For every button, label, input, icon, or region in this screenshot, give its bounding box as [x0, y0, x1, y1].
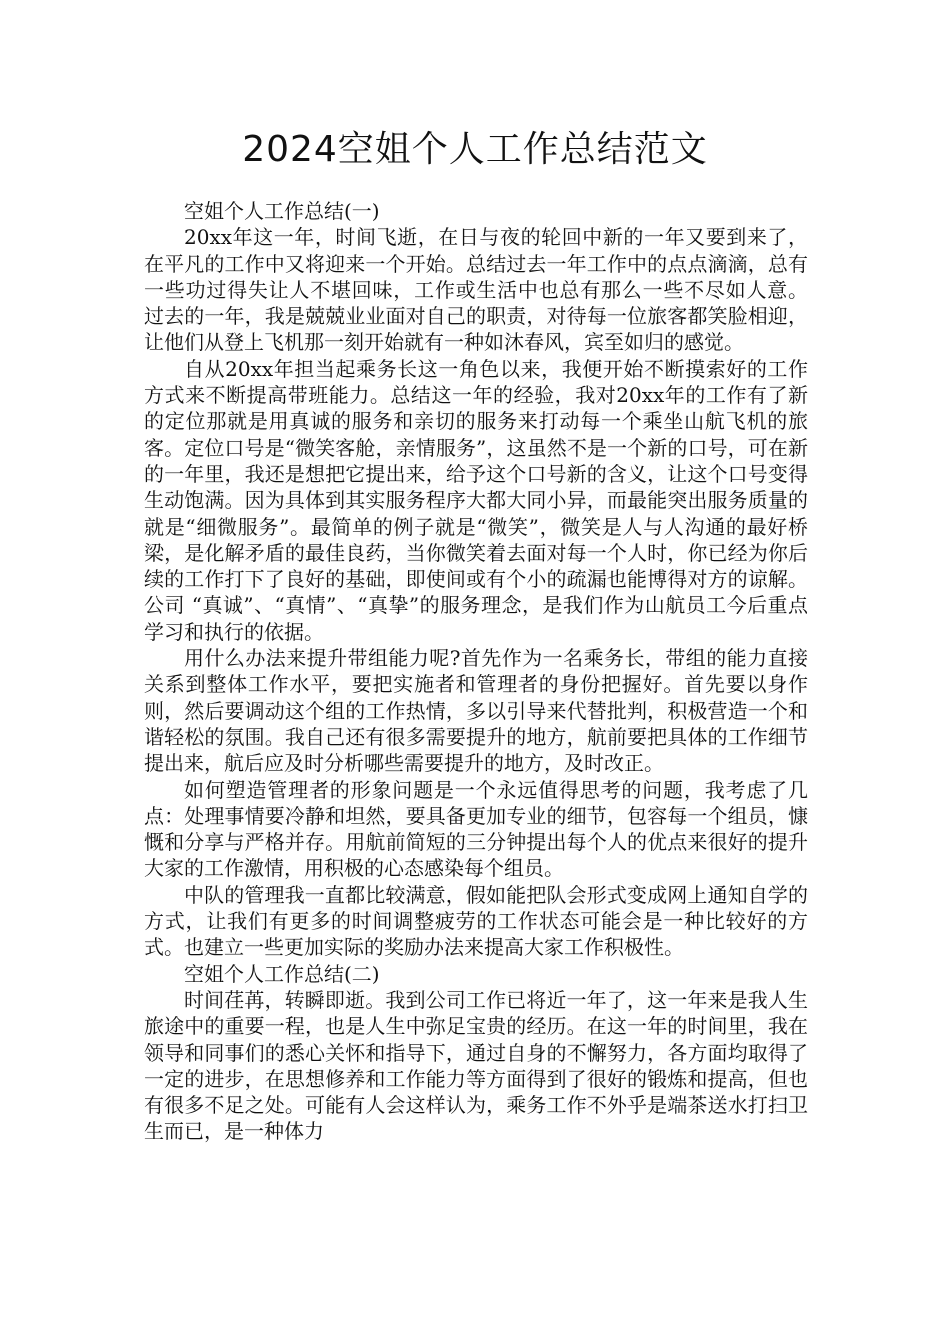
section-heading-2: 空姐个人工作总结(二) — [184, 961, 380, 986]
paragraph-5: 中队的管理我一直都比较满意，假如能把队会形式变成网上通知自学的方式，让我们有更多的时间调整疲劳的工作状态可能会是一种比较好的方式。也建立一些更加实际的奖励办法来提高大家工作积极性。 — [144, 882, 808, 960]
paragraph-3: 用什么办法来提升带组能力呢?首先作为一名乘务长，带组的能力直接关系到整体工作水平，要把实施者和管理者的身份把握好。首先要以身作则，然后要调动这个组的工作热情，多以引导来代替批判，积极营造一个和谐轻松的氛围。我自己还有很多需要提升的地方，航前要把具体的工作细节提出来，航后应及时分析哪些需要提升的地方，及时改正。 — [144, 646, 808, 776]
paragraph-2: 自从20xx年担当起乘务长这一角色以来，我便开始不断摸索好的工作方式来不断提高带班能力。总结这一年的经验，我对20xx年的工作有了新的定位那就是用真诚的服务和亲切的服务来打动每一个乘坐山航飞机的旅客。定位口号是“微笑客舱，亲情服务”，这虽然不是一个新的口号，可在新的一年里，我还是想把它提出来，给予这个口号新的含义，让这个口号变得生动饱满。因为具体到其实服务程序大都大同小异，而最能突出服务质量的就是“细微服务”。最简单的例子就是“微笑”，微笑是人与人沟通的最好桥梁，是化解矛盾的最佳良药，当你微笑着去面对每一个人时，你已经为你后续的工作打下了良好的基础，即使间或有个小的疏漏也能博得对方的谅解。公司 “真诚”、“真情”、“真挚”的服务理念，是我们作为山航员工今后重点学习和执行的依据。 — [144, 356, 808, 644]
paragraph-6: 时间荏苒，转瞬即逝。我到公司工作已将近一年了，这一年来是我人生旅途中的重要一程，也是人生中弥足宝贵的经历。在这一年的时间里，我在领导和同事们的悉心关怀和指导下，通过自身的不懈努力，各方面均取得了一定的进步，在思想修养和工作能力等方面得到了很好的锻炼和提高，但也有很多不足之处。可能有人会这样认为，乘务工作不外乎是端茶送水打扫卫生而已，是一种体力 — [144, 987, 808, 1144]
paragraph-4: 如何塑造管理者的形象问题是一个永远值得思考的问题，我考虑了几点：处理事情要冷静和坦然，要具备更加专业的细节，包容每一个组员，慷慨和分享与严格并存。用航前简短的三分钟提出每个人的优点来很好的提升大家的工作激情，用积极的心态感染每个组员。 — [144, 777, 808, 881]
paragraph-1: 20xx年这一年，时间飞逝，在日与夜的轮回中新的一年又要到来了，在平凡的工作中又将迎来一个开始。总结过去一年工作中的点点滴滴，总有一些功过得失让人不堪回味，工作或生活中也总有那么一些不尽如人意。 过去的一年，我是兢兢业业面对自己的职责，对待每一位旅客都笑脸相迎，让他们从登上飞机那一刻开始就有一种如沐春风，宾至如归的感觉。 — [144, 225, 808, 355]
document-body — [144, 198, 808, 1145]
document-title: 2024空姐个人工作总结范文 — [242, 129, 708, 170]
section-heading-1: 空姐个人工作总结(一) — [184, 199, 380, 223]
